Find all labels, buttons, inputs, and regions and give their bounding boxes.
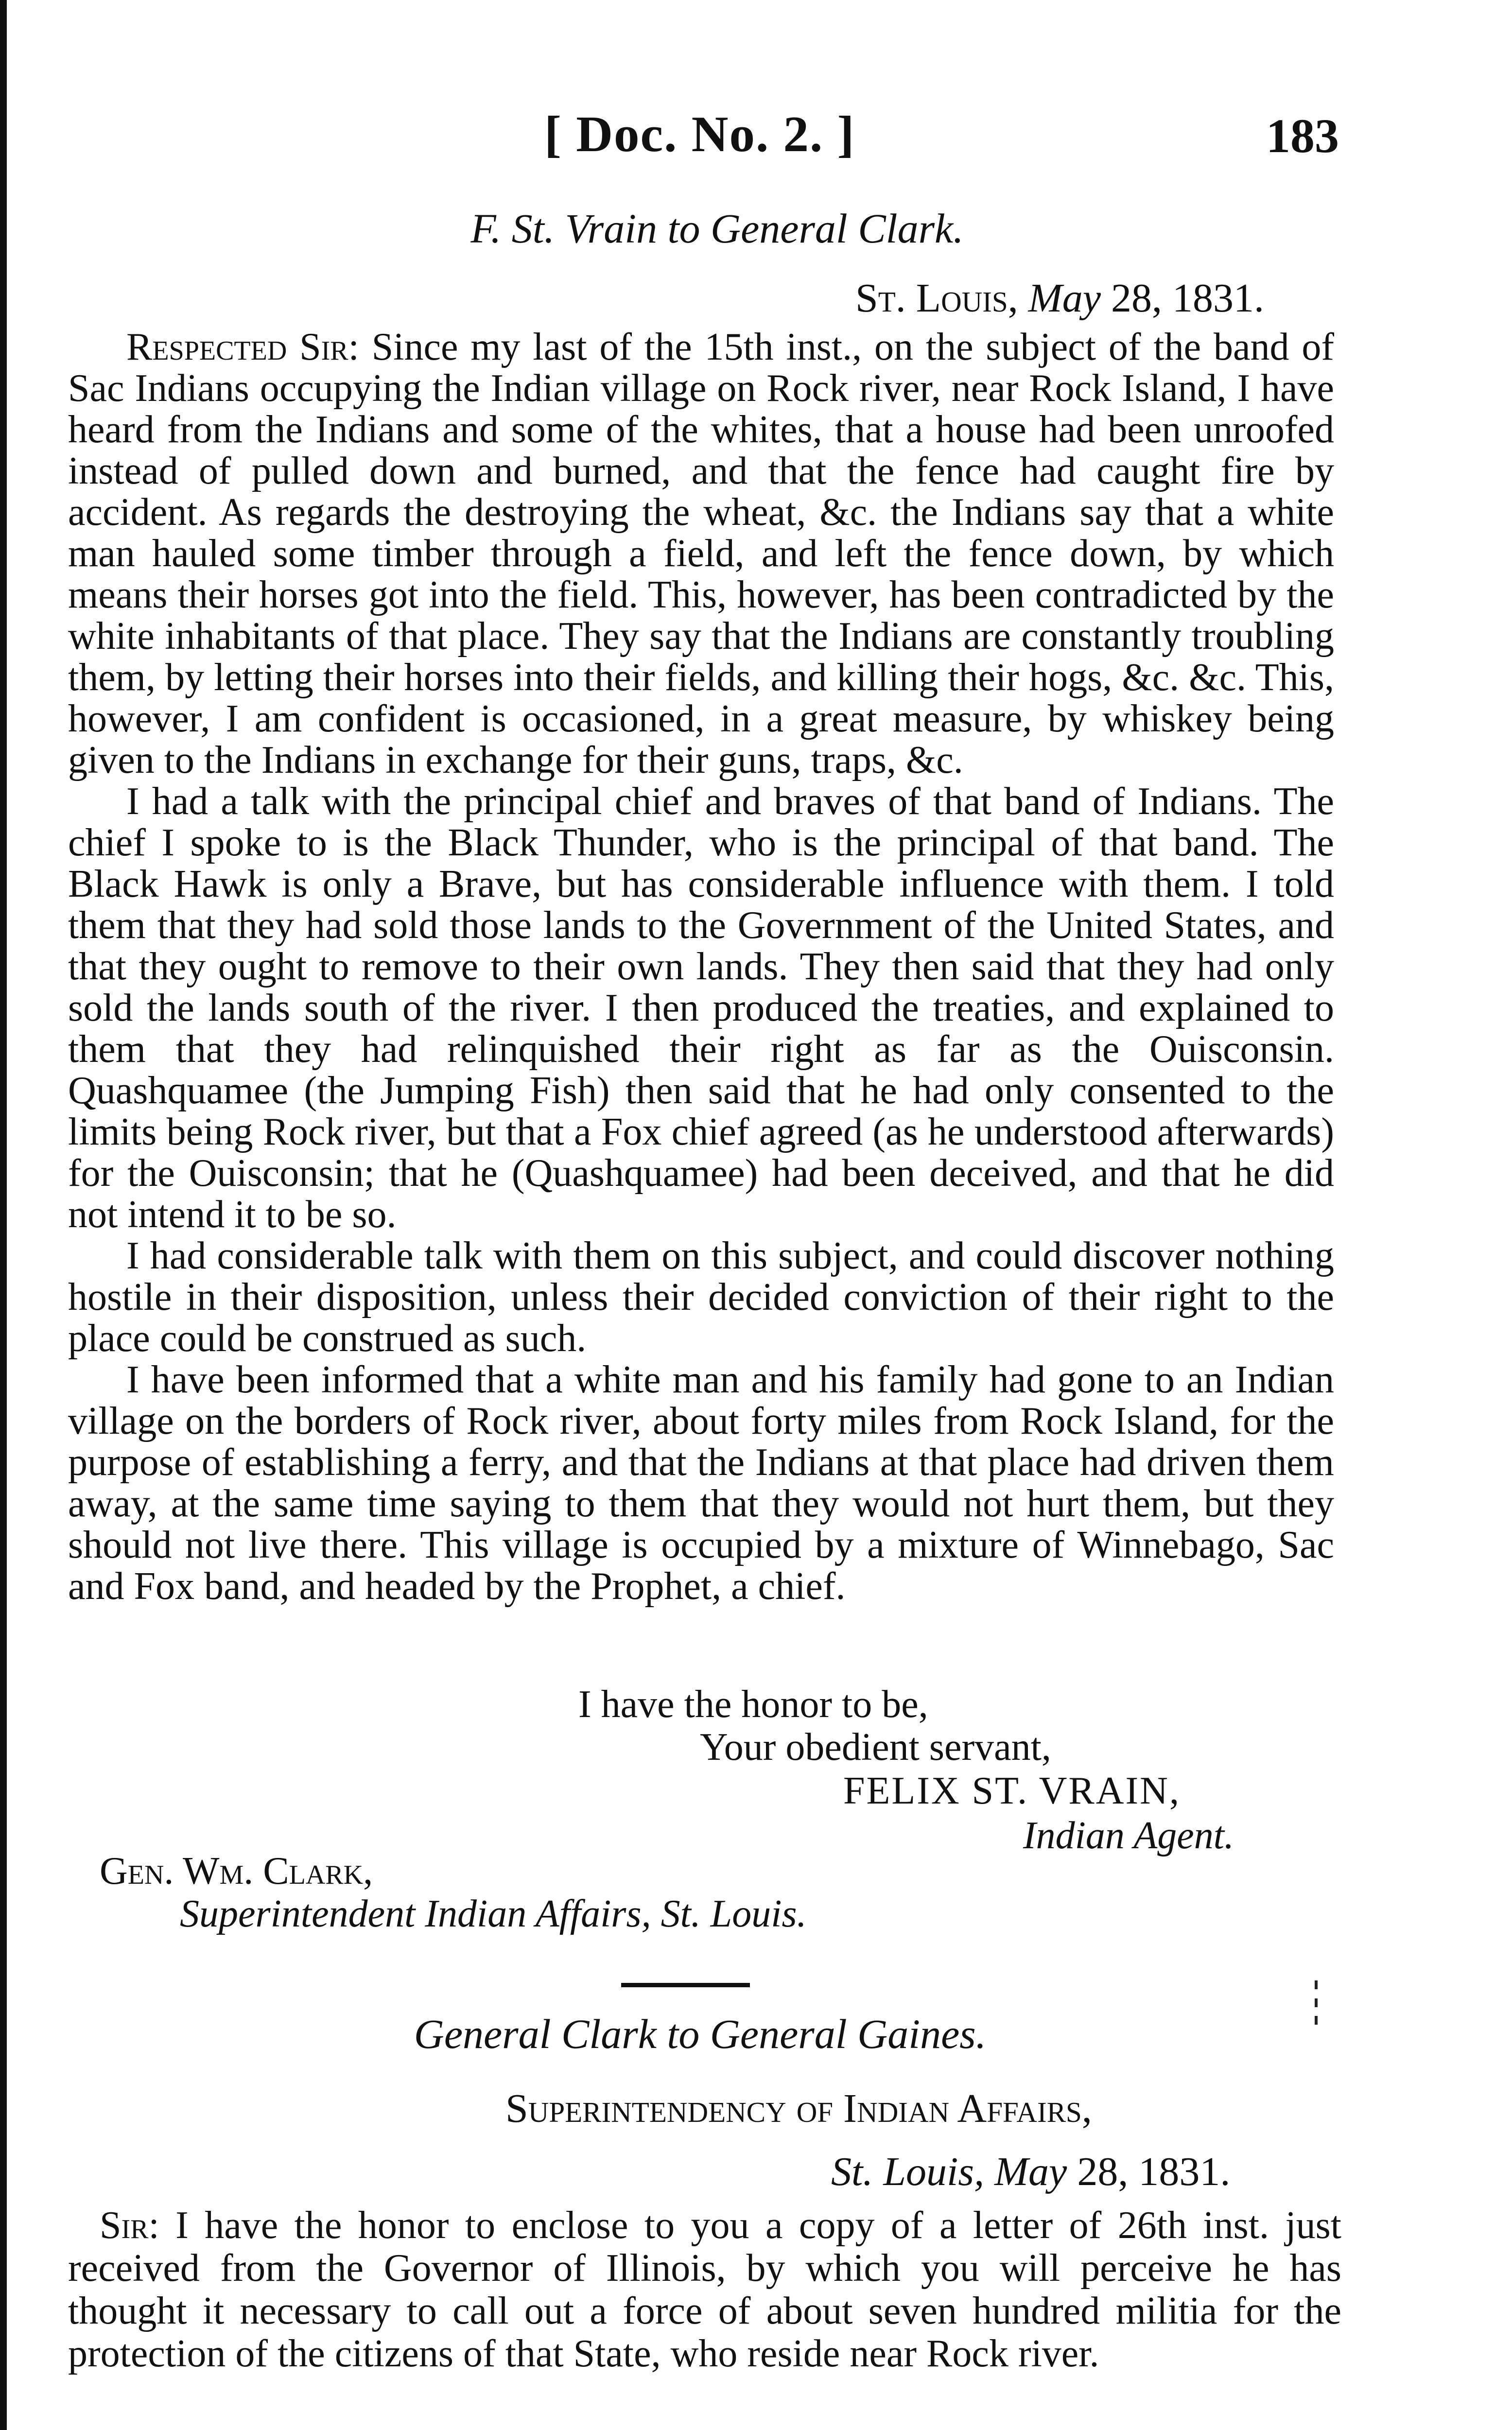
- dateline-place: St. Louis, May: [831, 2149, 1067, 2194]
- margin-mark: [1315, 1998, 1318, 2007]
- running-head: [ Doc. No. 2. ]: [544, 105, 855, 162]
- salutation: Sir:: [100, 2204, 159, 2247]
- letter-body: [68, 327, 1334, 1607]
- dateline-place: St. Louis,: [855, 276, 1018, 321]
- scan-left-edge: [0, 0, 7, 2430]
- section-divider: [621, 1983, 750, 1987]
- page-number: 183: [1266, 109, 1339, 163]
- signature: FELIX ST. VRAIN,: [843, 1770, 1181, 1812]
- paragraph: I had considerable talk with them on this subject, and could discover nothing hostile in their disposition, unless their decided conviction of their right to the place could be construed as such.: [68, 1234, 1334, 1360]
- complimentary-close-2: Your obedient servant,: [700, 1726, 1051, 1769]
- paragraph: I had a talk with the principal chief and braves of that band of Indians. The chief I spoke to is the Black Thunder, who is the principal of that band. The Black Hawk is only a Brave, but has considerable influence with them. I told them that they had sold those lands to the Government of the United States, and that they ought to remove to their own lands. They then said that they had only sold the lands south of the river. I then produced the treaties, and explained to them that they had relinquished their right as far as the Ouisconsin. Quashquamee (the Jumping Fish) then said that he had only consented to the limits being Rock river, but that a Fox chief agreed (as he understood afterwards) for the Ouisconsin; that he (Quashquamee) had been deceived, and that he did not intend it to be so.: [68, 780, 1334, 1236]
- complimentary-close: I have the honor to be,: [578, 1683, 928, 1726]
- margin-mark: [1315, 1980, 1318, 1989]
- letter-dateline: [831, 2148, 1230, 2195]
- paragraph-text: Since my last of the 15th inst., on the subject of the band of Sac Indians occupying the Indian village on Rock river, near Rock Island, I have heard from the Indians and some of the whites, that a house had been unroofed instead of pulled down and burned, and that the fence had caught fire by accident. As regards the destroying the wheat, &c. the Indians say that a white man hauled some timber through a field, and left the fence down, by which means their horses got into the field. This, however, has been contradicted by the white inhabitants of that place. They say that the Indians are constantly troubling them, by letting their horses into their fields, and killing their hogs, &c. &c. This, however, I am confident is occasioned, in a great measure, by whiskey being given to the Indians in exchange for their guns, traps, &c.: [68, 326, 1334, 781]
- signature-title: Indian Agent.: [1023, 1814, 1234, 1857]
- dateline-date: 28, 1831.: [1067, 2149, 1231, 2194]
- dateline-date: 28, 1831.: [1101, 276, 1265, 321]
- letter-title: F. St. Vrain to General Clark.: [470, 205, 964, 252]
- letter-body: [68, 2204, 1341, 2375]
- dateline-month: May: [1028, 276, 1101, 321]
- letter-dateline-office: Superintendency of Indian Affairs,: [505, 2086, 1092, 2131]
- paragraph: [68, 2204, 1341, 2375]
- addressee-title: Superintendent Indian Affairs, St. Louis.: [180, 1892, 807, 1935]
- paragraph: I have been informed that a white man and his family had gone to an Indian village on the borders of Rock river, about forty miles from Rock Island, for the purpose of establishing a ferry, and that the Indians at that place had driven them away, at the same time saying to them that they would not hurt them, but they should not live there. This village is occupied by a mixture of Winnebago, Sac and Fox band, and headed by the Prophet, a chief.: [68, 1358, 1334, 1608]
- addressee: Gen. Wm. Clark,: [100, 1850, 373, 1892]
- salutation: Respected Sir:: [126, 326, 359, 368]
- letter-title: General Clark to General Gaines.: [414, 2011, 987, 2057]
- letter-dateline: [855, 275, 1264, 322]
- paragraph-text: I have the honor to enclose to you a copy of a letter of 26th inst. just received from the Governor of Illinois, by which you will perceive he has thought it necessary to call out a force of about seven hundred militia for the protection of the citizens of that State, who reside near Rock river.: [68, 2204, 1341, 2375]
- paragraph: [68, 327, 1334, 781]
